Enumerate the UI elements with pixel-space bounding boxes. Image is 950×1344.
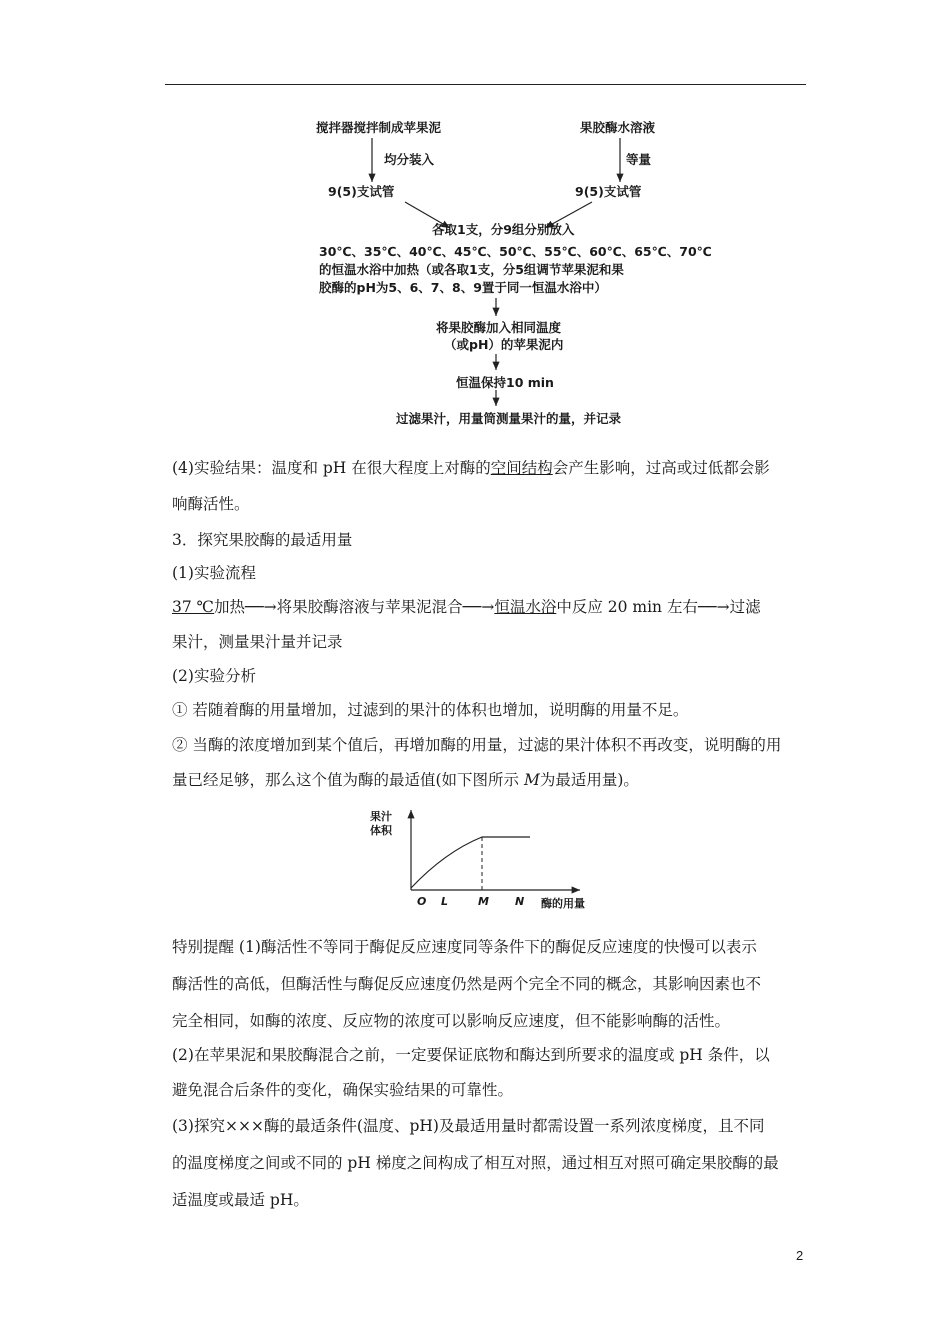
tick-O: O	[417, 895, 427, 908]
analysis-item-1: ① 若随着酶的用量增加，过滤到的果汁的体积也增加，说明酶的用量不足。	[172, 701, 689, 719]
header-rule	[165, 84, 806, 85]
flow-label-divide: 均分装入	[384, 152, 435, 167]
x-label: 酶的用量	[541, 897, 585, 910]
flow-keep: 恒温保持10 min	[456, 375, 554, 390]
tip-line1: 特别提醒 (1)酶活性不等同于酶促反应速度同等条件下的酶促反应速度的快慢可以表示	[172, 938, 757, 956]
page-number: 2	[796, 1248, 804, 1263]
y-label-2: 体积	[370, 824, 392, 837]
tip-line7: 的温度梯度之间或不同的 pH 梯度之间构成了相互对照，通过相互对照可确定果胶酶的最	[172, 1154, 779, 1172]
underlined-answer: 恒温水浴	[494, 598, 557, 616]
flow-line1: 37 ℃加热──→将果胶酶溶液与苹果泥混合──→恒温水浴中反应 20 min 左右──→过滤	[172, 598, 761, 616]
tip-line6: (3)探究×××酶的最适条件(温度、pH)及最适用量时都需设置一系列浓度梯度，且不同	[172, 1117, 765, 1135]
flow-tubes-right: 9(5)支试管	[575, 184, 642, 199]
flowchart	[270, 110, 710, 440]
result-line1: (4)实验结果：温度和 pH 在很大程度上对酶的空间结构会产生影响，过高或过低都会影	[172, 459, 770, 477]
tick-L: L	[441, 895, 449, 908]
flow-temp-line2: 的恒温水浴中加热（或各取1支，分5组调节苹果泥和果	[319, 262, 624, 277]
series-line	[411, 837, 530, 888]
underlined-answer: 空间结构	[490, 459, 553, 477]
analysis-item-2a: ② 当酶的浓度增加到某个值后，再增加酶的用量，过滤的果汁体积不再改变，说明酶的用	[172, 736, 782, 754]
result-line2: 响酶活性。	[172, 495, 250, 513]
sub-heading-1: (1)实验流程	[172, 564, 256, 582]
flow-merge: 各取1支，分9组分别放入	[432, 222, 575, 237]
tip-line8: 适温度或最适 pH。	[172, 1191, 309, 1209]
flow-label-equal: 等量	[626, 152, 652, 167]
underlined-answer: 37 ℃	[172, 598, 214, 616]
section-heading-3: 3．探究果胶酶的最适用量	[172, 531, 353, 549]
y-label-1: 果汁	[370, 810, 392, 823]
flow-line2: 果汁，测量果汁量并记录	[172, 633, 343, 651]
analysis-item-2b: 量已经足够，那么这个值为酶的最适值(如下图所示 M为最适用量)。	[172, 771, 639, 789]
tip-line2: 酶活性的高低，但酶活性与酶促反应速度仍然是两个完全不同的概念，其影响因素也不	[172, 975, 762, 993]
enzyme-dose-graph	[365, 800, 605, 915]
tip-line3: 完全相同，如酶的浓度、反应物的浓度可以影响反应速度，但不能影响酶的活性。	[172, 1012, 731, 1030]
flow-tubes-left: 9(5)支试管	[328, 184, 395, 199]
sub-heading-2: (2)实验分析	[172, 667, 256, 685]
tick-M: M	[478, 895, 489, 908]
tip-line5: 避免混合后条件的变化，确保实验结果的可靠性。	[172, 1081, 514, 1099]
flow-box-enzyme: 果胶酶水溶液	[580, 120, 656, 135]
flow-temp-line1: 30℃、35℃、40℃、45℃、50℃、55℃、60℃、65℃、70℃	[319, 244, 712, 259]
flow-mix-line2: （或pH）的苹果泥内	[444, 337, 564, 352]
flow-mix-line1: 将果胶酶加入相同温度	[436, 320, 562, 335]
flow-box-apple: 搅拌器搅拌制成苹果泥	[316, 120, 442, 135]
flow-temp-line3: 胶酶的pH为5、6、7、8、9置于同一恒温水浴中）	[319, 280, 607, 295]
tip-line4: (2)在苹果泥和果胶酶混合之前，一定要保证底物和酶达到所要求的温度或 pH 条件，以	[172, 1046, 770, 1064]
tick-N: N	[515, 895, 525, 908]
flow-filter: 过滤果汁，用量筒测量果汁的量，并记录	[396, 411, 622, 426]
